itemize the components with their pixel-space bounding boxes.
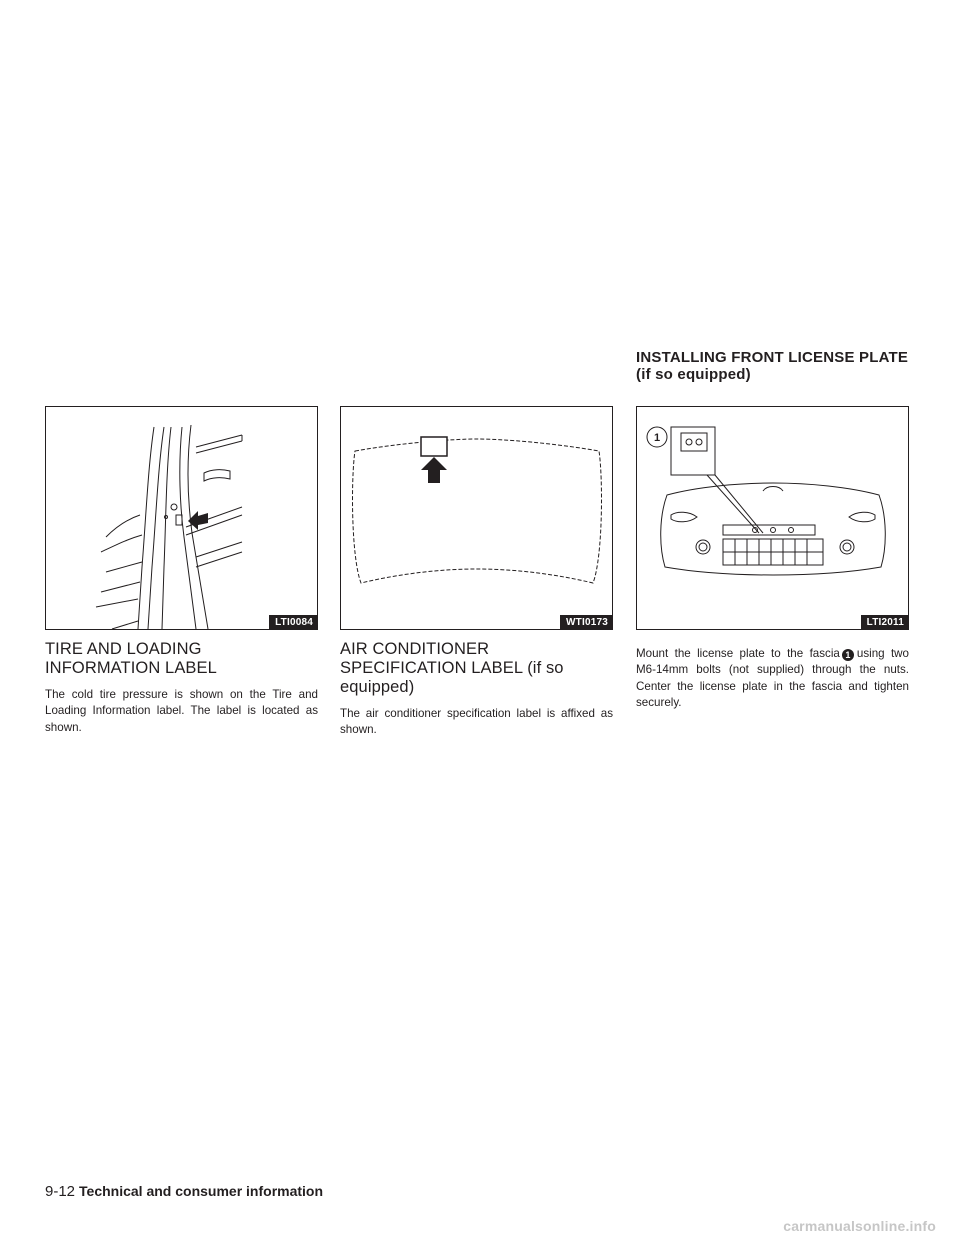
figure-code: LTI0084 [269,615,317,629]
body-ac-spec-label: The air conditioner specification label is affixed as shown. [340,707,613,737]
column-license-plate [636,406,909,712]
door-pillar-illustration [46,407,317,629]
body-tire-loading-label: The cold tire pressure is shown on the Tire and Loading Information label. The label is located as shown. [45,688,318,734]
column-tire-label [45,406,318,736]
body-license-plate [636,646,909,712]
watermark: carmanualsonline.info [783,1218,936,1234]
figure-code: WTI0173 [560,615,612,629]
page-footer [45,1183,323,1200]
heading-ac-spec-label: AIR CONDITIONER SPECIFICATION LABEL (if so equipped) [340,640,564,696]
figure-door-pillar [45,406,318,630]
figure-code: LTI2011 [861,615,908,629]
body-text-part1: Mount the license plate to the fascia [636,647,840,660]
heading-tire-loading-label: TIRE AND LOADING INFORMATION LABEL [45,640,217,677]
column-ac-label [340,406,613,739]
hood-illustration [341,407,612,629]
section-title-line2: (if so equipped) [636,366,751,383]
footer-section-name: Technical and consumer information [79,1183,324,1199]
figure-hood [340,406,613,630]
body-text-part2: using two M6-14mm bolts (not supplied) through the nuts. Center the license plate in the fascia and tighten securely. [636,647,910,710]
front-fascia-illustration [637,407,908,629]
callout-label: 1 [653,432,661,444]
page-number: 9-12 [45,1183,76,1200]
section-title [636,349,936,383]
callout-1-icon: 1 [842,649,854,661]
figure-front-fascia [636,406,909,630]
section-title-line1: INSTALLING FRONT LICENSE PLATE [636,349,909,366]
